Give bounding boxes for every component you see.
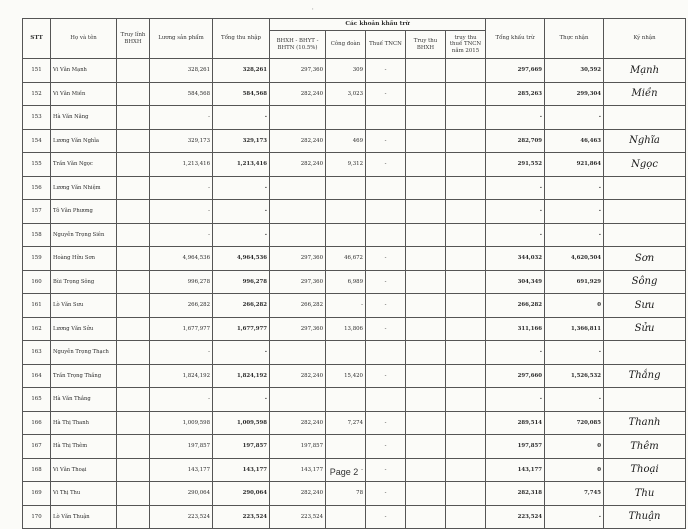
cell-total: - (213, 388, 270, 412)
cell-union: - (326, 458, 366, 482)
cell-empty (117, 482, 150, 506)
cell-net: 1,366,811 (545, 317, 604, 341)
cell-signature: Thắng (604, 364, 686, 388)
cell-empty (117, 153, 150, 177)
cell-total: - (213, 176, 270, 200)
cell-tax: - (366, 153, 406, 177)
cell-total-deduction: 223,524 (486, 505, 545, 529)
cell-tax: - (366, 364, 406, 388)
cell-empty (117, 505, 150, 529)
cell-name: Hà Thị Thanh (51, 411, 117, 435)
table-row (23, 317, 686, 341)
cell-bhxh (270, 341, 326, 365)
cell-empty (446, 505, 486, 529)
cell-total: 1,824,192 (213, 364, 270, 388)
cell-salary: 143,177 (150, 458, 213, 482)
cell-salary: 996,278 (150, 270, 213, 294)
cell-bhxh: 297,360 (270, 59, 326, 83)
cell-stt: 169 (23, 482, 51, 506)
cell-net: 299,304 (545, 82, 604, 106)
cell-name: Lương Văn Nhiệm (51, 176, 117, 200)
cell-signature: Sông (604, 270, 686, 294)
page-number: Page 2 (329, 467, 359, 477)
cell-union: 78 (326, 482, 366, 506)
col-truy-thu-tax: truy thu thuế TNCN năm 2015 (446, 31, 486, 59)
cell-empty (446, 482, 486, 506)
cell-union: 309 (326, 59, 366, 83)
cell-empty (117, 341, 150, 365)
cell-name: Hoàng Hữu Sơn (51, 247, 117, 271)
col-bhxh: BHXH - BHYT - BHTN (10.5%) (270, 31, 326, 59)
cell-stt: 153 (23, 106, 51, 130)
cell-total: 4,964,536 (213, 247, 270, 271)
table-row (23, 223, 686, 247)
cell-stt: 156 (23, 176, 51, 200)
cell-union: 3,023 (326, 82, 366, 106)
cell-total-deduction: - (486, 341, 545, 365)
cell-bhxh: 282,240 (270, 153, 326, 177)
cell-stt: 160 (23, 270, 51, 294)
cell-signature: Thuận (604, 505, 686, 529)
cell-total: 143,177 (213, 458, 270, 482)
cell-net: 691,929 (545, 270, 604, 294)
cell-salary: 328,261 (150, 59, 213, 83)
scan-smudge: ' (312, 8, 314, 15)
cell-net: - (545, 200, 604, 224)
cell-signature: Thoại (604, 458, 686, 482)
cell-empty (117, 364, 150, 388)
cell-salary: 1,824,192 (150, 364, 213, 388)
cell-bhxh: 282,240 (270, 364, 326, 388)
cell-stt: 152 (23, 82, 51, 106)
cell-total: 329,173 (213, 129, 270, 153)
col-deductions-group: Các khoản khấu trừ (270, 19, 486, 31)
cell-empty (117, 59, 150, 83)
cell-signature: Thanh (604, 411, 686, 435)
cell-name: Vi Thị Thu (51, 482, 117, 506)
cell-total-deduction: 311,166 (486, 317, 545, 341)
cell-salary: 290,064 (150, 482, 213, 506)
table-row (23, 341, 686, 365)
cell-salary: - (150, 388, 213, 412)
cell-name: Hà Thị Thêm (51, 435, 117, 459)
table-row (23, 411, 686, 435)
cell-name: Tô Văn Phương (51, 200, 117, 224)
cell-total-deduction: - (486, 106, 545, 130)
cell-name: Vi Văn Mạnh (51, 59, 117, 83)
cell-empty (406, 505, 446, 529)
cell-empty (406, 317, 446, 341)
cell-empty (406, 176, 446, 200)
cell-signature: Ngọc (604, 153, 686, 177)
cell-salary: - (150, 106, 213, 130)
cell-empty (117, 317, 150, 341)
col-net: Thực nhận (545, 19, 604, 59)
cell-union (326, 200, 366, 224)
cell-empty (446, 59, 486, 83)
cell-total-deduction: - (486, 388, 545, 412)
cell-net: 4,620,504 (545, 247, 604, 271)
cell-total: - (213, 341, 270, 365)
table-row (23, 59, 686, 83)
cell-empty (446, 317, 486, 341)
cell-total-deduction: - (486, 223, 545, 247)
col-union: Công đoàn (326, 31, 366, 59)
cell-total: 584,568 (213, 82, 270, 106)
cell-tax: - (366, 129, 406, 153)
cell-net: - (545, 505, 604, 529)
cell-empty (446, 153, 486, 177)
cell-empty (446, 247, 486, 271)
cell-stt: 165 (23, 388, 51, 412)
cell-total-deduction: 285,263 (486, 82, 545, 106)
col-truy-thu-bhxh: Truy thu BHXH (406, 31, 446, 59)
cell-salary: 4,964,536 (150, 247, 213, 271)
table-row (23, 200, 686, 224)
cell-empty (446, 270, 486, 294)
cell-bhxh: 266,282 (270, 294, 326, 318)
cell-empty (406, 82, 446, 106)
cell-total-deduction: 197,857 (486, 435, 545, 459)
cell-name: Nguyễn Trọng Thạch (51, 341, 117, 365)
cell-empty (446, 388, 486, 412)
cell-union (326, 505, 366, 529)
payroll-sheet (22, 18, 685, 529)
cell-total-deduction: - (486, 200, 545, 224)
cell-total: 223,524 (213, 505, 270, 529)
cell-net: 46,463 (545, 129, 604, 153)
table-row (23, 176, 686, 200)
cell-salary: - (150, 200, 213, 224)
cell-signature (604, 176, 686, 200)
cell-name: Lò Văn Thuận (51, 505, 117, 529)
cell-total-deduction: 304,349 (486, 270, 545, 294)
cell-signature: Mạnh (604, 59, 686, 83)
cell-name: Vi Văn Thoại (51, 458, 117, 482)
cell-union: - (326, 294, 366, 318)
cell-empty (446, 435, 486, 459)
cell-empty (446, 106, 486, 130)
cell-tax: - (366, 435, 406, 459)
cell-signature: Thêm (604, 435, 686, 459)
cell-union (326, 176, 366, 200)
cell-union: 469 (326, 129, 366, 153)
cell-bhxh: 282,240 (270, 129, 326, 153)
cell-stt: 154 (23, 129, 51, 153)
col-total-income: Tổng thu nhập (213, 19, 270, 59)
cell-salary: 266,282 (150, 294, 213, 318)
cell-empty (406, 223, 446, 247)
cell-union (326, 341, 366, 365)
cell-bhxh (270, 388, 326, 412)
cell-name: Trần Trọng Thắng (51, 364, 117, 388)
cell-net: 0 (545, 458, 604, 482)
cell-tax (366, 223, 406, 247)
cell-stt: 151 (23, 59, 51, 83)
cell-total: 266,282 (213, 294, 270, 318)
cell-empty (406, 364, 446, 388)
cell-union (326, 388, 366, 412)
cell-signature: Sưu (604, 294, 686, 318)
cell-total: - (213, 223, 270, 247)
cell-signature (604, 388, 686, 412)
cell-total-deduction: 282,318 (486, 482, 545, 506)
cell-empty (117, 200, 150, 224)
cell-bhxh: 282,240 (270, 411, 326, 435)
cell-stt: 159 (23, 247, 51, 271)
cell-salary: 1,677,977 (150, 317, 213, 341)
cell-empty (446, 294, 486, 318)
cell-bhxh (270, 223, 326, 247)
cell-tax (366, 176, 406, 200)
cell-union: 15,420 (326, 364, 366, 388)
table-row (23, 482, 686, 506)
col-tax: Thuế TNCN (366, 31, 406, 59)
col-truy-linh: Truy lĩnh BHXH (117, 19, 150, 59)
cell-empty (446, 223, 486, 247)
cell-net: - (545, 388, 604, 412)
cell-net: - (545, 223, 604, 247)
cell-net: 1,526,532 (545, 364, 604, 388)
cell-net: 0 (545, 435, 604, 459)
cell-empty (406, 129, 446, 153)
table-row (23, 505, 686, 529)
cell-empty (117, 270, 150, 294)
cell-empty (117, 435, 150, 459)
cell-stt: 164 (23, 364, 51, 388)
cell-total: 290,064 (213, 482, 270, 506)
cell-name: Nguyễn Trọng Siên (51, 223, 117, 247)
cell-empty (446, 411, 486, 435)
cell-total-deduction: 297,660 (486, 364, 545, 388)
cell-stt: 167 (23, 435, 51, 459)
cell-salary: 584,568 (150, 82, 213, 106)
cell-empty (117, 82, 150, 106)
cell-empty (406, 294, 446, 318)
cell-stt: 168 (23, 458, 51, 482)
cell-empty (446, 341, 486, 365)
cell-empty (406, 482, 446, 506)
cell-empty (117, 388, 150, 412)
table-row (23, 106, 686, 130)
cell-empty (406, 153, 446, 177)
cell-signature (604, 200, 686, 224)
cell-salary: - (150, 176, 213, 200)
cell-empty (406, 388, 446, 412)
cell-total: 1,213,416 (213, 153, 270, 177)
cell-net: - (545, 341, 604, 365)
cell-bhxh: 282,240 (270, 482, 326, 506)
col-name: Họ và tên (51, 19, 117, 59)
cell-tax (366, 106, 406, 130)
cell-empty (117, 106, 150, 130)
cell-empty (117, 247, 150, 271)
cell-stt: 158 (23, 223, 51, 247)
cell-total: 1,009,598 (213, 411, 270, 435)
cell-salary: 1,009,598 (150, 411, 213, 435)
col-total-deduction: Tổng khấu trừ (486, 19, 545, 59)
cell-net: - (545, 106, 604, 130)
cell-tax: - (366, 270, 406, 294)
cell-bhxh: 143,177 (270, 458, 326, 482)
cell-empty (446, 176, 486, 200)
cell-stt: 170 (23, 505, 51, 529)
cell-total-deduction: - (486, 176, 545, 200)
cell-bhxh (270, 106, 326, 130)
cell-empty (406, 200, 446, 224)
cell-tax: - (366, 317, 406, 341)
table-row (23, 270, 686, 294)
cell-tax: - (366, 482, 406, 506)
cell-signature: Sơn (604, 247, 686, 271)
cell-bhxh: 297,360 (270, 317, 326, 341)
cell-net: - (545, 176, 604, 200)
cell-name: Lương Văn Nghĩa (51, 129, 117, 153)
cell-total-deduction: 143,177 (486, 458, 545, 482)
cell-net: 720,085 (545, 411, 604, 435)
cell-net: 30,592 (545, 59, 604, 83)
table-row (23, 294, 686, 318)
cell-empty (406, 59, 446, 83)
cell-empty (406, 270, 446, 294)
cell-name: Lương Văn Sửu (51, 317, 117, 341)
cell-total: - (213, 200, 270, 224)
cell-empty (117, 294, 150, 318)
cell-signature (604, 223, 686, 247)
cell-empty (446, 200, 486, 224)
cell-name: Trần Văn Ngọc (51, 153, 117, 177)
cell-signature: Thu (604, 482, 686, 506)
cell-union: 46,672 (326, 247, 366, 271)
cell-union: 7,274 (326, 411, 366, 435)
cell-signature (604, 106, 686, 130)
table-row (23, 129, 686, 153)
cell-tax: - (366, 411, 406, 435)
cell-empty (117, 129, 150, 153)
table-row (23, 153, 686, 177)
cell-total-deduction: 297,669 (486, 59, 545, 83)
cell-signature (604, 341, 686, 365)
cell-name: Vi Văn Miền (51, 82, 117, 106)
cell-bhxh: 282,240 (270, 82, 326, 106)
cell-signature: Nghĩa (604, 129, 686, 153)
cell-empty (406, 411, 446, 435)
cell-tax: - (366, 294, 406, 318)
cell-salary: 329,173 (150, 129, 213, 153)
cell-tax: - (366, 247, 406, 271)
cell-bhxh: 297,360 (270, 270, 326, 294)
cell-union: 13,806 (326, 317, 366, 341)
cell-union: 6,989 (326, 270, 366, 294)
cell-bhxh: 197,857 (270, 435, 326, 459)
payroll-table (22, 18, 686, 529)
cell-union: 9,312 (326, 153, 366, 177)
cell-total: 996,278 (213, 270, 270, 294)
cell-empty (446, 82, 486, 106)
cell-signature: Sửu (604, 317, 686, 341)
cell-net: 0 (545, 294, 604, 318)
cell-stt: 166 (23, 411, 51, 435)
cell-union (326, 223, 366, 247)
cell-net: 921,864 (545, 153, 604, 177)
cell-empty (117, 176, 150, 200)
cell-salary: 223,524 (150, 505, 213, 529)
cell-tax: - (366, 505, 406, 529)
cell-name: Lò Văn Sưu (51, 294, 117, 318)
cell-tax (366, 388, 406, 412)
cell-empty (117, 411, 150, 435)
cell-total: 1,677,977 (213, 317, 270, 341)
cell-empty (446, 129, 486, 153)
cell-salary: - (150, 223, 213, 247)
cell-bhxh (270, 176, 326, 200)
cell-empty (117, 223, 150, 247)
cell-union (326, 106, 366, 130)
table-row (23, 247, 686, 271)
cell-empty (406, 341, 446, 365)
table-row (23, 364, 686, 388)
col-signature: Ký nhận (604, 19, 686, 59)
cell-stt: 161 (23, 294, 51, 318)
cell-total: 197,857 (213, 435, 270, 459)
cell-bhxh (270, 200, 326, 224)
cell-tax (366, 200, 406, 224)
cell-salary: - (150, 341, 213, 365)
cell-total-deduction: 289,514 (486, 411, 545, 435)
cell-bhxh: 223,524 (270, 505, 326, 529)
cell-stt: 157 (23, 200, 51, 224)
col-salary: Lương sản phẩm (150, 19, 213, 59)
cell-total-deduction: 291,552 (486, 153, 545, 177)
cell-total-deduction: 266,282 (486, 294, 545, 318)
cell-tax: - (366, 82, 406, 106)
cell-empty (406, 106, 446, 130)
cell-total: 328,261 (213, 59, 270, 83)
table-row (23, 82, 686, 106)
cell-name: Hà Văn Năng (51, 106, 117, 130)
cell-union (326, 435, 366, 459)
table-body (23, 59, 686, 529)
cell-salary: 197,857 (150, 435, 213, 459)
table-row (23, 388, 686, 412)
cell-name: Bùi Trọng Sông (51, 270, 117, 294)
cell-tax (366, 341, 406, 365)
cell-tax: - (366, 59, 406, 83)
cell-empty (406, 435, 446, 459)
cell-stt: 162 (23, 317, 51, 341)
cell-salary: 1,213,416 (150, 153, 213, 177)
cell-empty (446, 364, 486, 388)
cell-name: Hà Văn Thắng (51, 388, 117, 412)
col-stt: STT (23, 19, 51, 59)
cell-total: - (213, 106, 270, 130)
cell-tax: - (366, 458, 406, 482)
cell-signature: Miền (604, 82, 686, 106)
cell-net: 7,745 (545, 482, 604, 506)
table-row (23, 435, 686, 459)
cell-stt: 163 (23, 341, 51, 365)
cell-total-deduction: 282,709 (486, 129, 545, 153)
cell-total-deduction: 344,032 (486, 247, 545, 271)
table-header (23, 19, 686, 59)
cell-bhxh: 297,360 (270, 247, 326, 271)
cell-stt: 155 (23, 153, 51, 177)
cell-empty (406, 247, 446, 271)
